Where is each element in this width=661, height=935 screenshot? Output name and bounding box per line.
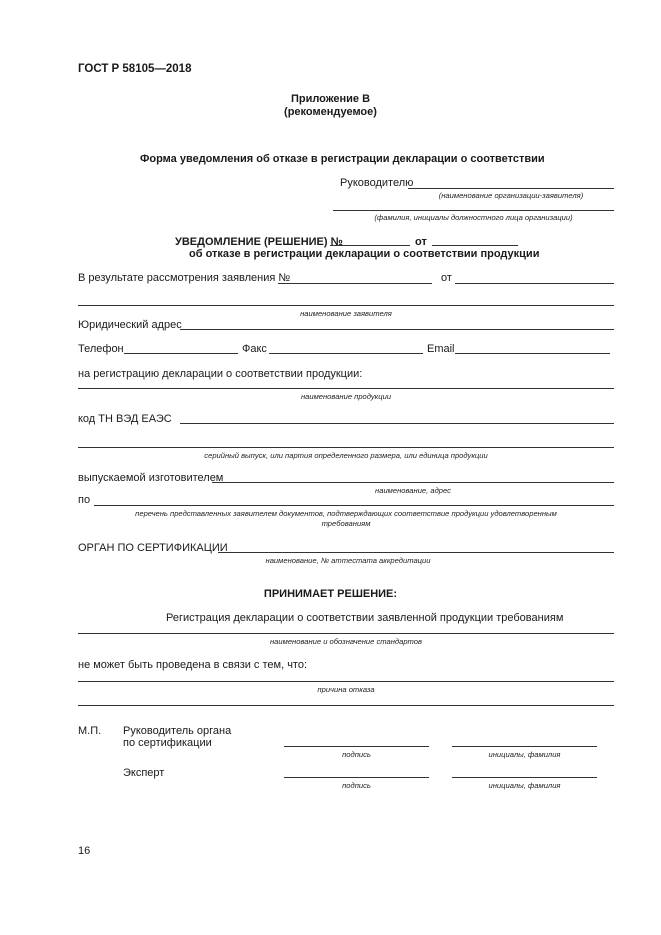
- caption-person: (фамилия, инициалы должностного лица организации): [374, 213, 573, 222]
- caption-docs-1: перечень представленных заявителем документов, подтверждающих соответствие продукции удовлетворенным: [135, 509, 557, 518]
- batch-line: [78, 447, 614, 448]
- email-line: [455, 353, 610, 354]
- notice-number-label: УВЕДОМЛЕНИЕ (РЕШЕНИЕ) №: [175, 236, 343, 248]
- head-label-1: Руководитель органа: [123, 725, 232, 737]
- tn-ved-label: код ТН ВЭД ЕАЭС: [78, 413, 172, 425]
- review-date-label: от: [441, 272, 452, 284]
- head-label-2: по сертификации: [123, 737, 212, 749]
- cert-body-line: [218, 552, 614, 553]
- caption-expert-initials: инициалы, фамилия: [488, 781, 561, 790]
- caption-reason: причина отказа: [317, 685, 375, 694]
- addressee-org-line: [408, 188, 614, 189]
- expert-label: Эксперт: [123, 767, 165, 779]
- caption-batch: серийный выпуск, или партия определенного размера, или единица продукции: [204, 451, 488, 460]
- cert-body-label: ОРГАН ПО СЕРТИФИКАЦИИ: [78, 542, 228, 554]
- caption-applicant: наименование заявителя: [300, 309, 392, 318]
- notice-subtitle: об отказе в регистрации декларации о соответствии продукции: [189, 248, 540, 260]
- caption-docs-2: требованиям: [321, 519, 371, 528]
- head-signature-line: [284, 746, 429, 747]
- expert-initials-line: [452, 777, 597, 778]
- decision-heading: ПРИНИМАЕТ РЕШЕНИЕ:: [263, 588, 398, 600]
- caption-expert-signature: подпись: [342, 781, 371, 790]
- legal-address-line: [180, 329, 614, 330]
- reason-line-1: [78, 681, 614, 682]
- docs-line: [94, 505, 614, 506]
- caption-cert-body: наименование, № аттестата аккредитации: [265, 556, 431, 565]
- manufacturer-label: выпускаемой изготовителем: [78, 472, 224, 484]
- caption-product: наименование продукции: [300, 392, 392, 401]
- email-label: Email: [427, 343, 455, 355]
- standard-code: ГОСТ Р 58105—2018: [78, 63, 192, 75]
- applicant-line: [78, 305, 614, 306]
- caption-head-initials: инициалы, фамилия: [488, 750, 561, 759]
- declaration-reg-label: на регистрацию декларации о соответствии продукции:: [78, 368, 363, 380]
- decision-text: Регистрация декларации о соответствии заявленной продукции требованиям: [166, 612, 564, 624]
- notice-date-line: [432, 245, 518, 246]
- page-number: 16: [78, 845, 91, 857]
- phone-label: Телефон: [78, 343, 124, 355]
- head-initials-line: [452, 746, 597, 747]
- seal-label: М.П.: [78, 725, 102, 737]
- fax-label: Факс: [242, 343, 267, 355]
- review-number-line: [278, 283, 432, 284]
- phone-line: [124, 353, 238, 354]
- review-date-line: [455, 283, 614, 284]
- addressee-label: Руководителю: [340, 177, 414, 189]
- caption-head-signature: подпись: [342, 750, 371, 759]
- standards-line: [78, 633, 614, 634]
- appendix-subtitle: (рекомендуемое): [284, 106, 377, 118]
- expert-signature-line: [284, 777, 429, 778]
- caption-standards: наименование и обозначение стандартов: [269, 637, 422, 646]
- tn-ved-line: [180, 423, 614, 424]
- fax-line: [269, 353, 423, 354]
- form-title: Форма уведомления об отказе в регистрации декларации о соответствии: [140, 153, 545, 165]
- caption-name-address: наименование, адрес: [375, 486, 451, 495]
- reason-line-2: [78, 705, 614, 706]
- manufacturer-line: [212, 482, 614, 483]
- by-label: по: [78, 494, 91, 506]
- addressee-person-line: [333, 210, 614, 211]
- legal-address-label: Юридический адрес: [78, 319, 182, 331]
- product-line: [78, 388, 614, 389]
- review-label: В результате рассмотрения заявления №: [78, 272, 291, 284]
- caption-org: (наименование организации-заявителя): [438, 191, 584, 200]
- notice-number-line: [330, 245, 410, 246]
- reason-label: не может быть проведена в связи с тем, что:: [78, 659, 308, 671]
- notice-date-label: от: [415, 236, 427, 248]
- appendix-title: Приложение В: [290, 93, 371, 105]
